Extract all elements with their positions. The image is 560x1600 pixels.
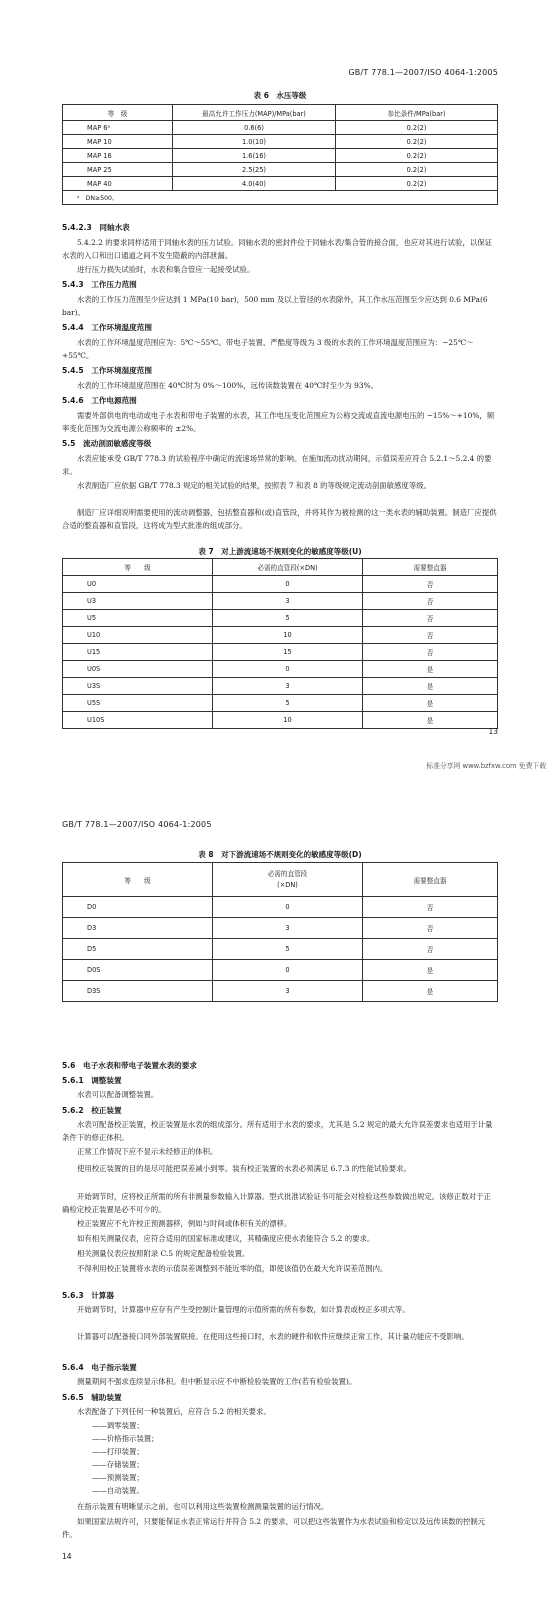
table-row: [63, 576, 498, 593]
table-footnote: ᵃ DN≥500。: [63, 191, 498, 205]
table-cell: 2.5(25): [173, 163, 336, 177]
table-cell: D3S: [63, 981, 213, 1002]
table-cell: 否: [363, 939, 498, 960]
table-row: [63, 593, 498, 610]
table-cell: 否: [363, 644, 498, 661]
table-8-title: 表 8 对下游流速场不规则变化的敏感度等级(D): [198, 850, 362, 859]
table-cell: 5: [213, 939, 363, 960]
table-cell: U10S: [63, 712, 213, 729]
paragraph: 开始调节时，应将校正所需的所有非测量参数输入计算器。型式批准试验证书可能会对检验这些参数做出规定。该修正数对于正确检定校正装置是必不可少的。: [62, 1192, 491, 1215]
table-row: [63, 695, 498, 712]
paragraph: 水表的工作环境湿度范围在 40℃时为 0%～100%，远传读数装置在 40℃时至少为 93%。: [77, 381, 378, 390]
list-item: ——价格指示装置；: [92, 1434, 159, 1443]
table-row: [63, 661, 498, 678]
table-header: [213, 863, 363, 897]
section-heading: 5.4.3 工作压力范围: [62, 280, 137, 289]
table-cell: 0.2(2): [336, 135, 498, 149]
table-header: 需要整直器: [363, 559, 498, 576]
table-cell: 3: [213, 593, 363, 610]
table-cell: 1.0(10): [173, 135, 336, 149]
section-heading: 5.6.1 调整装置: [62, 1076, 122, 1085]
table-row: [63, 712, 498, 729]
table-header: 等 级: [63, 559, 213, 576]
table-row: [63, 610, 498, 627]
paragraph: 使用校正装置的目的是尽可能把误差减小到零。装有校正装置的水表必须满足 6.7.3 的性能试验要求。: [77, 1164, 411, 1173]
paragraph: 正常工作情况下应不显示未经修正的体积。: [77, 1147, 218, 1156]
table-cell: 15: [213, 644, 363, 661]
section-heading: 5.4.6 工作电源范围: [62, 396, 137, 405]
table-row: [63, 981, 498, 1002]
paragraph: 制造厂应详细说明需要使用的流动调整器，包括整直器和(或)直管段，并将其作为被检测的这一类水表的辅助装置。制造厂应提供合适的整直器和直管段，这将成为型式批准的组成部分。: [62, 508, 497, 531]
table-cell: MAP 40: [63, 177, 173, 191]
table-7-title: 表 7 对上游流速场不规则变化的敏感度等级(U): [198, 547, 362, 556]
table-6-title: 表 6 水压等级: [253, 91, 307, 100]
table-cell: 是: [363, 981, 498, 1002]
paragraph: 水表制造厂应依据 GB/T 778.3 规定的相关试验的结果，按照表 7 和表 8 的等级规定流动剖面敏感度等级。: [77, 481, 432, 490]
table-header: 最高允许工作压力(MAP)/MPa(bar): [173, 105, 336, 121]
paragraph: 进行压力损失试验时，水表和集合管应一起接受试验。: [77, 265, 255, 274]
table-row: [63, 163, 498, 177]
table-cell: U10: [63, 627, 213, 644]
page-header: GB/T 778.1—2007/ISO 4064-1:2005: [348, 68, 498, 77]
paragraph: 如有相关测量仪表，应符合适用的国家标准或建议，其精确度应使水表能符合 5.2 的要求。: [77, 1234, 375, 1243]
table-row: [63, 960, 498, 981]
paragraph: 5.4.2.2 的要求同样适用于同轴水表的压力试验。同轴水表的密封件位于同轴水表/集合管的接合面，也应对其进行试验，以保证水表的入口和出口通道之间不发生隐蔽的内部泄漏。: [62, 238, 493, 261]
table-row: [63, 177, 498, 191]
table-cell: 10: [213, 712, 363, 729]
table-row: [63, 149, 498, 163]
table-cell: 否: [363, 576, 498, 593]
section-heading: 5.4.2.3 同轴水表: [62, 223, 130, 232]
table-8: [62, 862, 498, 1002]
table-cell: 0: [213, 661, 363, 678]
table-cell: 3: [213, 678, 363, 695]
paragraph: 水表可以配备调整装置。: [77, 1090, 159, 1099]
paragraph: 水表可配备校正装置，校正装置是水表的组成部分。所有适用于水表的要求，尤其是 5.2 规定的最大允许误差要求也适用于计量条件下的修正体积。: [62, 1120, 493, 1143]
table-cell: 3: [213, 918, 363, 939]
list-item: ——自动装置。: [92, 1486, 144, 1495]
paragraph: 水表应能承受 GB/T 778.3 的试验程序中确定的流速场异常的影响。在施加流动扰动期间，示值误差应符合 5.2.1～5.2.4 的要求。: [62, 454, 492, 477]
table-cell: 1.6(16): [173, 149, 336, 163]
page-number: 13: [488, 727, 498, 736]
table-cell: U0S: [63, 661, 213, 678]
section-heading: 5.4.5 工作环境湿度范围: [62, 366, 152, 375]
table-cell: 否: [363, 897, 498, 918]
table-cell: 是: [363, 661, 498, 678]
paragraph: 计算器可以配备接口同外部装置联接。在使用这些接口时，水表的硬件和软件应继续正常工作，其计量功能应不受影响。: [77, 1332, 469, 1341]
paragraph: 如果国家法规许可，只要能保证水表正常运行并符合 5.2 的要求，可以把这些装置作为水表试验和检定以及远传读数的控制元件。: [62, 1517, 486, 1540]
table-cell: 否: [363, 918, 498, 939]
list-item: ——调零装置；: [92, 1421, 144, 1430]
table-cell: MAP 10: [63, 135, 173, 149]
table-cell: U5S: [63, 695, 213, 712]
table-row: [63, 135, 498, 149]
table-cell: MAP 16: [63, 149, 173, 163]
section-heading: 5.6.2 校正装置: [62, 1106, 122, 1115]
list-item: ——打印装置；: [92, 1447, 144, 1456]
page-header: GB/T 778.1—2007/ISO 4064-1:2005: [62, 820, 212, 829]
table-cell: U3S: [63, 678, 213, 695]
table-header-line: 必需的直管段: [267, 869, 308, 878]
table-row: [63, 678, 498, 695]
paragraph: 开始调节时，计算器中应存有产生受控制计量管理的示值所需的所有参数，如计算表或校正多项式等。: [77, 1305, 410, 1314]
section-heading: 5.5 流动剖面敏感度等级: [62, 439, 152, 448]
table-cell: 0.6(6): [173, 121, 336, 135]
table-cell: 0: [213, 960, 363, 981]
table-row: [63, 918, 498, 939]
table-cell: 是: [363, 678, 498, 695]
section-heading: 5.4.4 工作环境温度范围: [62, 323, 152, 332]
table-cell: MAP 6ᵃ: [63, 121, 173, 135]
section-heading: 5.6 电子水表和带电子装置水表的要求: [62, 1061, 197, 1070]
list-item: ——存储装置；: [92, 1460, 144, 1469]
table-cell: 0: [213, 897, 363, 918]
table-cell: 是: [363, 695, 498, 712]
table-cell: D5: [63, 939, 213, 960]
table-header: 必需的直管段(×DN): [213, 559, 363, 576]
table-row: [63, 644, 498, 661]
table-row: [63, 627, 498, 644]
paragraph: 校正装置应不允许校正预测器移，例如与时间或体积有关的漂移。: [77, 1219, 292, 1228]
section-heading: 5.6.4 电子指示装置: [62, 1363, 137, 1372]
section-heading: 5.6.3 计算器: [62, 1291, 114, 1300]
table-cell: 否: [363, 593, 498, 610]
table-cell: D0: [63, 897, 213, 918]
table-cell: 是: [363, 960, 498, 981]
page-number: 14: [62, 1552, 72, 1561]
table-cell: 0.2(2): [336, 163, 498, 177]
table-cell: 否: [363, 610, 498, 627]
paragraph: 测量期间不强求连续显示体积。但中断显示应不中断检验装置的工作(若有检验装置)。: [77, 1377, 357, 1386]
table-cell: D0S: [63, 960, 213, 981]
table-cell: 0: [213, 576, 363, 593]
table-cell: 0.2(2): [336, 149, 498, 163]
table-6: [62, 104, 498, 205]
table-cell: U15: [63, 644, 213, 661]
table-cell: 4.0(40): [173, 177, 336, 191]
table-cell: U3: [63, 593, 213, 610]
table-row: [63, 939, 498, 960]
table-cell: 否: [363, 627, 498, 644]
paragraph: 水表的工作环境温度范围应为：5℃～55℃。带电子装置、严酷度等级为 3 级的水表的工作环境温度范围应为：−25℃～+55℃。: [62, 338, 474, 361]
table-cell: 0.2(2): [336, 177, 498, 191]
table-cell: 5: [213, 695, 363, 712]
paragraph: 水表的工作压力范围至少应达到 1 MPa(10 bar)，500 mm 及以上管径的水表除外，其工作水压范围至少应达到 0.6 MPa(6 bar)。: [62, 295, 488, 318]
table-header: 等 级: [63, 105, 173, 121]
table-cell: 5: [213, 610, 363, 627]
paragraph: 在指示装置有明晰显示之前，也可以利用这些装置检测测量装置的运行情况。: [77, 1502, 329, 1511]
table-cell: U0: [63, 576, 213, 593]
table-cell: MAP 25: [63, 163, 173, 177]
paragraph: 不得利用校正装置将水表的示值误差调整到不能近零的值，即使该值仍在最大允许误差范围内。: [77, 1264, 388, 1273]
table-header-line: (×DN): [277, 880, 298, 889]
table-cell: 是: [363, 712, 498, 729]
table-7: [62, 558, 498, 729]
table-row: [63, 121, 498, 135]
list-item: ——预测装置；: [92, 1473, 144, 1482]
table-header: 参比条件/MPa(bar): [336, 105, 498, 121]
paragraph: 需要外部供电的电动或电子水表和带电子装置的水表，其工作电压变化范围应为公称交流或直流电源电压的 −15%～+10%，频率变化范围为交流电源公称频率的 ±2%。: [62, 411, 495, 434]
table-header: 等 级: [63, 863, 213, 897]
table-cell: U5: [63, 610, 213, 627]
table-cell: 3: [213, 981, 363, 1002]
paragraph: 相关测量仪表应按照附录 C.5 的规定配备检验装置。: [77, 1249, 250, 1258]
table-cell: 0.2(2): [336, 121, 498, 135]
watermark-text: 标准分享网 www.bzfxw.com 免费下载: [426, 762, 546, 770]
table-cell: 10: [213, 627, 363, 644]
table-header: 需要整直器: [363, 863, 498, 897]
table-cell: D3: [63, 918, 213, 939]
section-heading: 5.6.5 辅助装置: [62, 1393, 122, 1402]
table-row: [63, 897, 498, 918]
paragraph: 水表配备了下列任何一种装置后，应符合 5.2 的相关要求。: [77, 1407, 271, 1416]
document-page-14: [0, 812, 560, 1600]
